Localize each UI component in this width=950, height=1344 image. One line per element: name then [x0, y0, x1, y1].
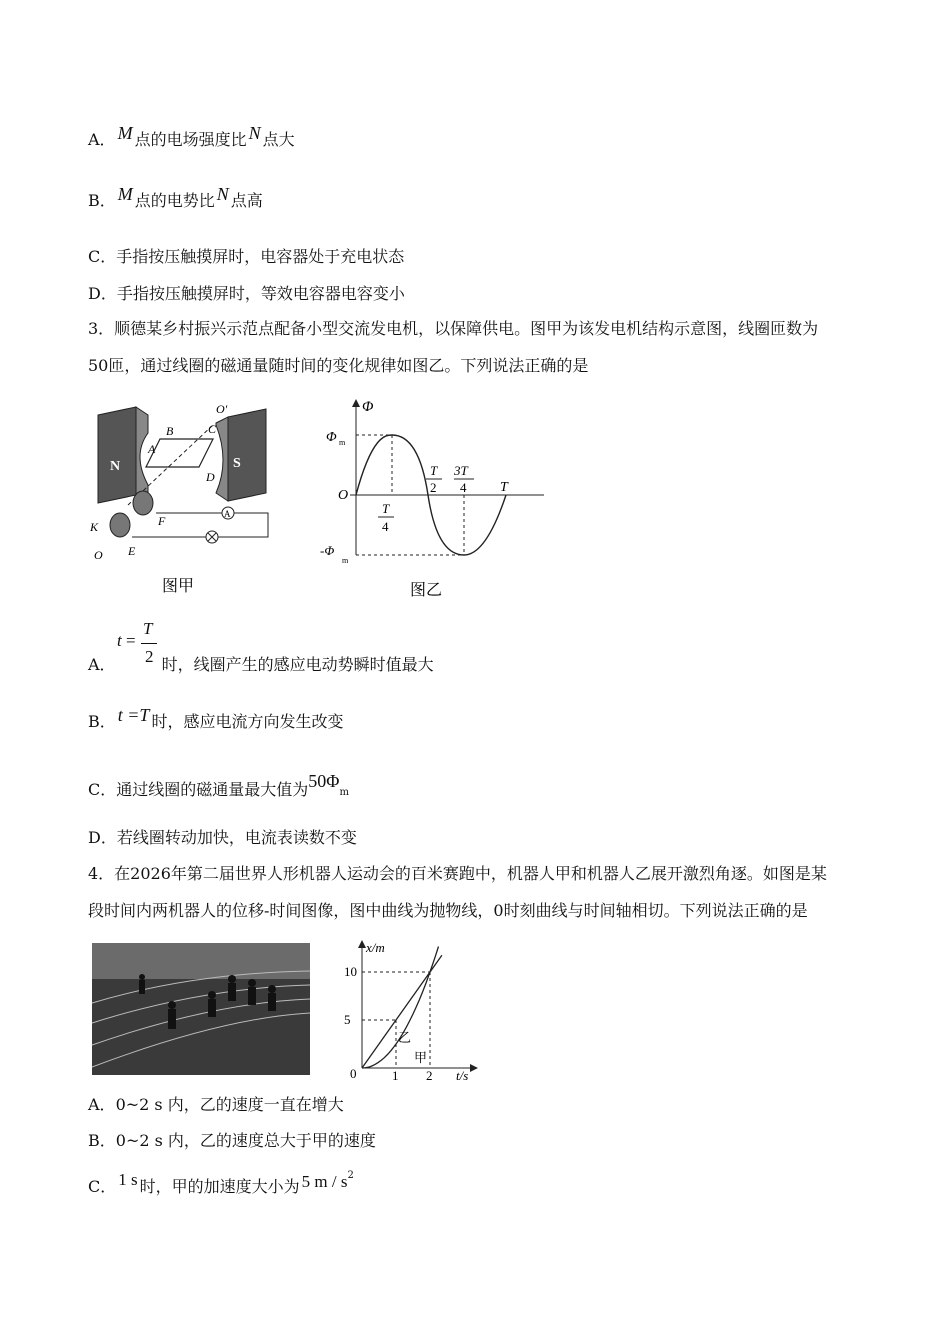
point-o: O [94, 548, 103, 562]
axis-o-prime: O′ [216, 402, 228, 416]
math-expression: 50Φ [308, 771, 340, 791]
x-axis-label: t/s [456, 1068, 469, 1080]
race-photo [92, 943, 310, 1075]
t-quarter-den: 4 [382, 519, 389, 534]
q4-stem-line1: 4．在2026年第二届世界人形机器人运动会的百米赛跑中，机器人甲和机器人乙展开激烈角逐。如图是某 [88, 864, 827, 883]
option-a-frac-num: T [143, 619, 153, 638]
neg-phi-m-label: -Φ [320, 543, 335, 558]
t-half-den: 2 [430, 480, 437, 495]
option-a-math-t [117, 631, 136, 651]
fig1-caption: 图甲 [162, 578, 195, 595]
q3-stem-line2: 50匝，通过线圈的磁通量随时间的变化规律如图乙。下列说法正确的是 [88, 356, 589, 375]
t-three-quarter-den: 4 [460, 480, 467, 495]
math-expression: t =T [117, 705, 150, 725]
option-label: B． [88, 1131, 116, 1150]
option-label: C． [88, 247, 117, 266]
option-text: 时，线圈产生的感应电动势瞬时值最大 [161, 655, 434, 674]
option-label: A． [88, 130, 116, 149]
series-jia-curve [362, 947, 439, 1069]
q2-option-a [88, 123, 295, 151]
option-text: 手指按压触摸屏时，电容器处于充电状态 [116, 247, 405, 266]
math-var: M [117, 123, 133, 143]
option-text: 时，甲的加速度大小为 [139, 1177, 300, 1196]
option-label: A． [88, 1095, 116, 1114]
origin-label: 0 [350, 1066, 357, 1080]
math-eq: = [125, 631, 136, 650]
option-text: 手指按压触摸屏时，等效电容器电容变小 [116, 284, 405, 303]
option-label: D． [88, 284, 117, 303]
flux-graph [320, 395, 550, 605]
math-expression: 1 s [118, 1170, 138, 1189]
point-c: C [208, 422, 217, 436]
option-label: D． [88, 828, 117, 847]
option-a-frac-den: 2 [145, 647, 154, 666]
q4-option-a [88, 1094, 344, 1116]
y-tick-label: 10 [344, 964, 357, 979]
option-text: 点的电场强度比 [134, 130, 247, 149]
generator-diagram [88, 395, 288, 605]
option-label: A． [88, 655, 116, 674]
option-text: 点高 [230, 191, 263, 210]
math-var: M [117, 184, 133, 204]
x-tick-label: 2 [426, 1068, 433, 1080]
t-quarter-num: T [382, 501, 390, 516]
option-label: C． [88, 780, 117, 799]
q2-option-c [88, 246, 404, 268]
phi-m-sub: m [339, 438, 346, 447]
option-text: 0~2 s 内，乙的速度总大于甲的速度 [115, 1131, 376, 1150]
math-var: N [248, 123, 261, 143]
point-e: E [128, 544, 136, 558]
phi-m-label: Φ [326, 430, 337, 445]
origin-label: O [338, 488, 349, 503]
option-label: C． [88, 1177, 117, 1196]
option-text: 0~2 s 内，乙的速度一直在增大 [115, 1095, 344, 1114]
option-text: 点大 [262, 130, 295, 149]
y-axis-label: x/m [366, 940, 385, 955]
q3-option-b [88, 705, 344, 733]
option-text: 点的电势比 [134, 191, 215, 210]
t-full-label: T [500, 480, 508, 495]
x-tick-label: 1 [392, 1068, 399, 1080]
math-subscript: m [339, 787, 349, 798]
magnet-s-label: S [233, 456, 241, 471]
q2-option-d [88, 283, 405, 305]
q3-option-d [88, 827, 357, 849]
math-t: t [117, 631, 122, 650]
t-half-num: T [430, 463, 438, 478]
math-var: N [216, 184, 229, 204]
q3-option-a [88, 654, 434, 676]
math-superscript: 2 [347, 1170, 354, 1181]
y-tick-label: 5 [344, 1012, 351, 1027]
fig2-caption: 图乙 [410, 582, 443, 599]
point-k: K [90, 520, 99, 534]
point-f: F [158, 514, 166, 528]
point-a: A [148, 442, 156, 456]
math-expression: 5 m / s [301, 1172, 348, 1191]
option-text: 时，感应电流方向发生改变 [151, 712, 344, 731]
option-label: B． [88, 191, 116, 210]
fraction-bar [141, 643, 157, 644]
q3-option-c [88, 771, 349, 804]
series-label-jia: 甲 [414, 1050, 428, 1065]
option-text: 若线圈转动加快，电流表读数不变 [116, 828, 357, 847]
q4-option-b [88, 1130, 376, 1152]
ammeter-label: A [224, 509, 231, 519]
q3-stem-line1: 3．顺德某乡村振兴示范点配备小型交流发电机，以保障供电。图甲为该发电机结构示意图，线圈匝数为 [88, 319, 819, 338]
t-three-quarter-num: 3T [454, 463, 468, 478]
series-label-yi: 乙 [398, 1030, 412, 1045]
xt-graph [330, 938, 480, 1080]
point-d: D [206, 470, 215, 484]
option-text: 通过线圈的磁通量最大值为 [116, 780, 309, 799]
q4-option-c [88, 1170, 354, 1201]
q4-stem-line2: 段时间内两机器人的位移-时间图像，图中曲线为抛物线，0时刻曲线与时间轴相切。下列说法正确的是 [88, 901, 808, 920]
point-b: B [166, 424, 174, 438]
axis-phi-label: Φ [362, 399, 374, 415]
option-label: B． [88, 712, 116, 731]
q2-option-b [88, 184, 263, 212]
neg-phi-m-sub: m [342, 556, 349, 565]
magnet-n-label: N [110, 459, 121, 474]
